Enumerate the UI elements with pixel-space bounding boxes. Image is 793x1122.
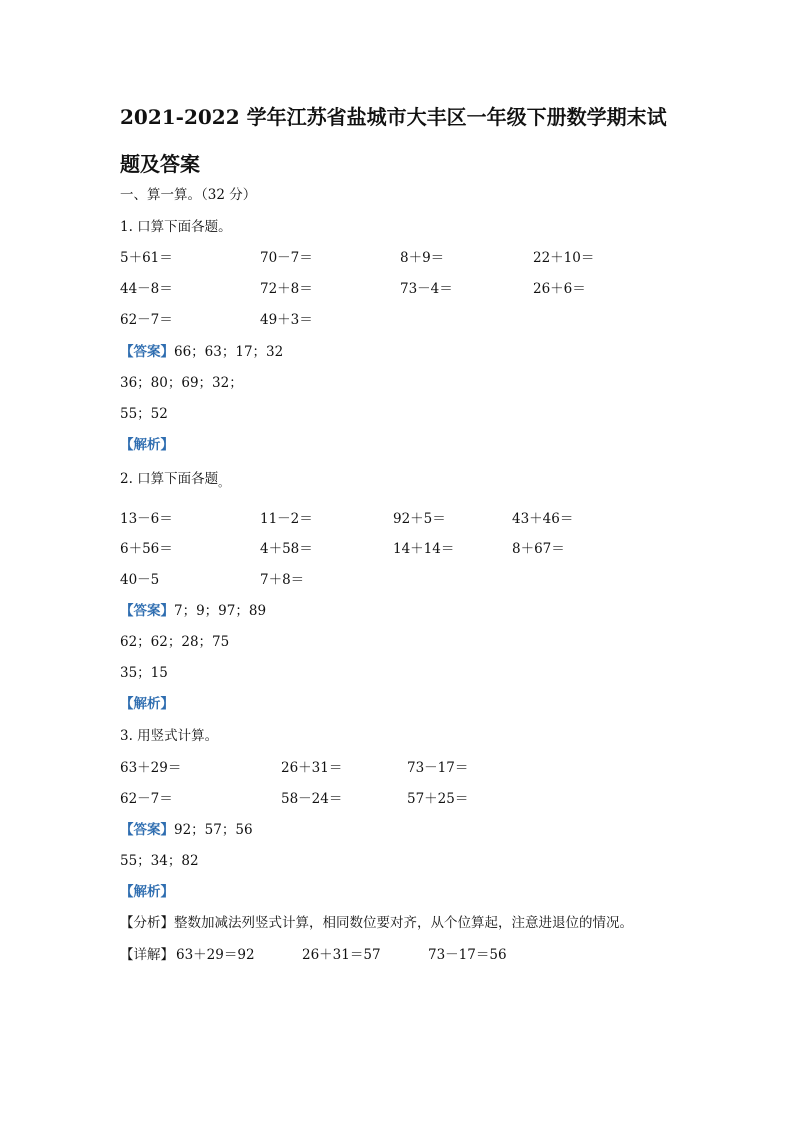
- worked-solution: 63＋29＝92: [176, 947, 255, 963]
- question-3-answer-line-2: 55；34；82: [120, 853, 199, 869]
- problem: 63＋29＝: [120, 760, 182, 776]
- problem: 22＋10＝: [533, 250, 595, 266]
- problem: 73－4＝: [400, 281, 453, 297]
- answer-tag: 【答案】: [120, 603, 174, 619]
- answer-text: 92；57；56: [174, 822, 253, 838]
- problem: 8＋9＝: [400, 250, 445, 266]
- document-title-line-1: 2021-2022 学年江苏省盐城市大丰区一年级下册数学期末试: [120, 105, 667, 129]
- answer-tag: 【答案】: [120, 822, 174, 838]
- problem: 8＋67＝: [512, 541, 565, 557]
- worked-solution: 26＋31＝57: [302, 947, 381, 963]
- problem: 92＋5＝: [393, 511, 446, 527]
- question-1-analysis-tag: 【解析】: [120, 437, 174, 453]
- document-title-line-2: 题及答案: [120, 152, 200, 176]
- problem: 14＋14＝: [393, 541, 455, 557]
- answer-text: 7；9；97；89: [174, 603, 267, 619]
- problem: 73－17＝: [407, 760, 469, 776]
- question-1-answer-line-3: 55；52: [120, 406, 168, 422]
- question-2-heading: [120, 470, 229, 492]
- problem: 72＋8＝: [260, 281, 313, 297]
- problem: 40－5: [120, 572, 160, 588]
- problem: 11－2＝: [260, 511, 313, 527]
- question-3-heading: 3. 用竖式计算。: [120, 728, 219, 744]
- question-3-analysis-tag: 【解析】: [120, 884, 174, 900]
- question-3-xiangjie: [120, 946, 507, 964]
- problem: 44－8＝: [120, 281, 173, 297]
- problem: 26＋6＝: [533, 281, 586, 297]
- problem: 62－7＝: [120, 312, 173, 328]
- problem: 26＋31＝: [281, 760, 343, 776]
- question-3-fenxi: [120, 914, 633, 932]
- problem: 57＋25＝: [407, 791, 469, 807]
- question-2-answer-line-2: 62；62；28；75: [120, 634, 230, 650]
- question-1-answer-line-1: [120, 343, 283, 361]
- question-2-answer-line-1: [120, 602, 266, 620]
- xiangjie-tag: 【详解】: [120, 947, 174, 963]
- problem: 62－7＝: [120, 791, 173, 807]
- problem: 4＋58＝: [260, 541, 313, 557]
- fenxi-tag: 【分析】: [120, 915, 174, 931]
- problem: 43＋46＝: [512, 511, 574, 527]
- fenxi-text: 整数加减法列竖式计算，相同数位要对齐，从个位算起，注意进退位的情况。: [174, 915, 633, 931]
- answer-tag: 【答案】: [120, 344, 174, 360]
- problem: 6＋56＝: [120, 541, 173, 557]
- question-2-analysis-tag: 【解析】: [120, 696, 174, 712]
- problem: 13－6＝: [120, 511, 173, 527]
- heading-period: 。: [218, 476, 230, 489]
- question-1-heading: 1. 口算下面各题。: [120, 219, 232, 235]
- section-heading: 一、算一算。（32 分）: [120, 187, 257, 203]
- question-2-answer-line-3: 35；15: [120, 665, 168, 681]
- heading-text: 2. 口算下面各题: [120, 471, 219, 487]
- problem: 49＋3＝: [260, 312, 313, 328]
- problem: 7＋8＝: [260, 572, 305, 588]
- answer-text: 66；63；17；32: [174, 344, 284, 360]
- problem: 70－7＝: [260, 250, 313, 266]
- problem: 58－24＝: [281, 791, 343, 807]
- worked-solution: 73－17＝56: [428, 947, 507, 963]
- question-1-answer-line-2: 36；80；69；32；: [120, 375, 243, 391]
- question-3-answer-line-1: [120, 821, 253, 839]
- problem: 5＋61＝: [120, 250, 173, 266]
